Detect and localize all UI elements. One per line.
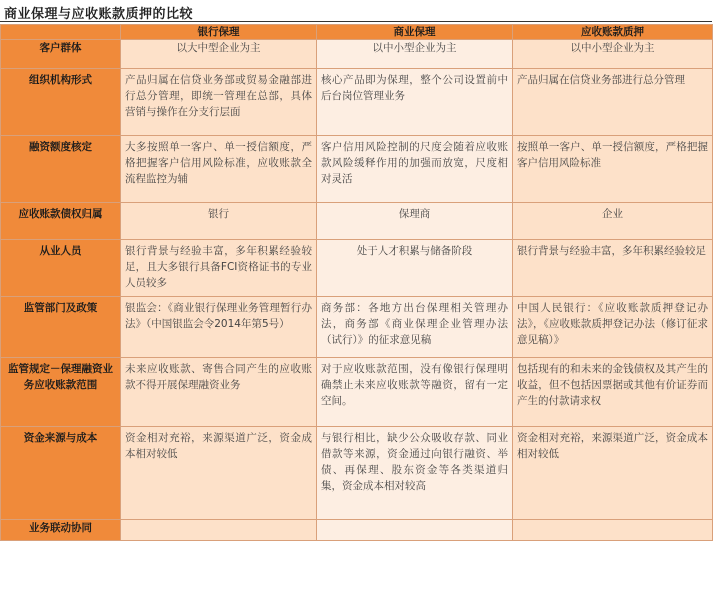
table-header-row [1,25,713,40]
cell-bank: 银行背景与经验丰富，多年积累经验较足，且大多银行具备FCI资格证书的专业人员较多 [121,240,317,297]
page-title: 商业保理与应收账款质押的比较 [4,7,194,22]
cell-bank: 银监会：《商业银行保理业务管理暂行办法》（中国银监会令2014年第5号） [121,297,317,358]
cell-pledge: 资金相对充裕，来源渠道广泛，资金成本相对较低 [513,427,713,520]
cell-bank: 未来应收账款、寄售合同产生的应收账款不得开展保理融资业务 [121,358,317,427]
cell-commercial: 核心产品即为保理，整个公司设置前中后台岗位管理业务 [317,69,513,136]
cell-pledge: 以中小型企业为主 [513,40,713,69]
cell-pledge: 企业 [513,203,713,240]
cell-bank: 以大中型企业为主 [121,40,317,69]
cell-commercial: 以中小型企业为主 [317,40,513,69]
table-row [1,69,713,136]
row-label: 从业人员 [1,240,121,297]
row-label: 应收账款债权归属 [1,203,121,240]
table-row [1,427,713,520]
header-commercial-factoring: 商业保理 [317,25,513,40]
cell-bank [121,520,317,541]
row-label: 客户群体 [1,40,121,69]
cell-pledge: 银行背景与经验丰富，多年积累经验较足 [513,240,713,297]
cell-bank: 大多按照单一客户、单一授信额度，严格把握客户信用风险标准，应收账款全流程监控为辅 [121,136,317,203]
row-label: 业务联动协同 [1,520,121,541]
cell-commercial: 保理商 [317,203,513,240]
table-row [1,240,713,297]
table-row [1,203,713,240]
cell-pledge: 包括现有的和未来的金钱债权及其产生的收益，但不包括因票据或其他有价证券而产生的付款请求权 [513,358,713,427]
cell-commercial: 客户信用风险控制的尺度会随着应收账款风险缓释作用的加强而放宽，尺度相对灵活 [317,136,513,203]
row-label: 监管部门及政策 [1,297,121,358]
row-label: 资金来源与成本 [1,427,121,520]
table-row [1,40,713,69]
title-divider [0,21,712,22]
table-row [1,358,713,427]
cell-commercial: 与银行相比，缺少公众吸收存款、同业借款等来源，资金通过向银行融资、举债、再保理、股东资金等各类渠道归集，资金成本相对较高 [317,427,513,520]
row-label: 监管规定－保理融资业务应收账款范围 [1,358,121,427]
cell-commercial [317,520,513,541]
header-bank-factoring: 银行保理 [121,25,317,40]
header-corner [1,25,121,40]
comparison-table [0,24,713,541]
table-row [1,136,713,203]
cell-bank: 银行 [121,203,317,240]
cell-pledge [513,520,713,541]
cell-pledge: 中国人民银行：《应收账款质押登记办法》，《应收账款质押登记办法（修订征求意见稿）》 [513,297,713,358]
cell-bank: 资金相对充裕，来源渠道广泛，资金成本相对较低 [121,427,317,520]
row-label: 融资额度核定 [1,136,121,203]
table-row [1,297,713,358]
cell-commercial: 商务部：各地方出台保理相关管理办法，商务部《商业保理企业管理办法（试行）》的征求意见稿 [317,297,513,358]
cell-commercial: 处于人才积累与储备阶段 [317,240,513,297]
cell-pledge: 产品归属在信贷业务部进行总分管理 [513,69,713,136]
header-receivables-pledge: 应收账款质押 [513,25,713,40]
cell-commercial: 对于应收账款范围，没有像银行保理明确禁止未来应收账款等融资，留有一定空间。 [317,358,513,427]
table-row [1,520,713,541]
row-label: 组织机构形式 [1,69,121,136]
cell-pledge: 按照单一客户、单一授信额度，严格把握客户信用风险标准 [513,136,713,203]
cell-bank: 产品归属在信贷业务部或贸易金融部进行总分管理，即统一管理在总部，具体营销与操作在分支行层面 [121,69,317,136]
